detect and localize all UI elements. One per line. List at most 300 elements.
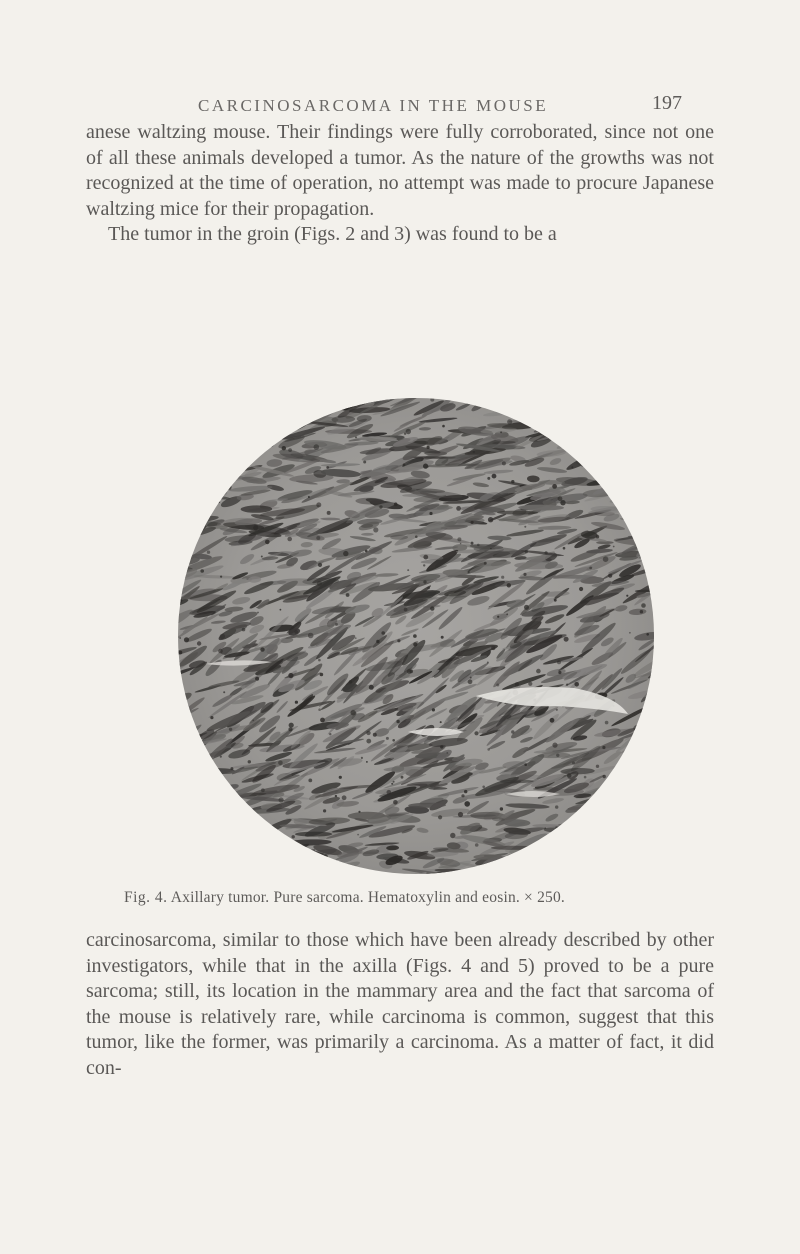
tissue-cell bbox=[620, 396, 644, 405]
tissue-cell bbox=[588, 800, 610, 815]
tissue-cell bbox=[195, 835, 236, 849]
cell-nucleus bbox=[624, 774, 627, 777]
cell-nucleus bbox=[308, 633, 314, 639]
cell-nucleus bbox=[415, 535, 418, 538]
cell-nucleus bbox=[500, 807, 503, 810]
cell-nucleus bbox=[501, 576, 504, 579]
cell-nucleus bbox=[287, 537, 292, 542]
tissue-cell bbox=[615, 470, 638, 482]
tissue-cell bbox=[176, 414, 220, 419]
cell-nucleus bbox=[379, 505, 382, 508]
tissue-cell bbox=[176, 460, 195, 473]
tissue-cell bbox=[176, 706, 193, 723]
tissue-cell bbox=[603, 415, 638, 438]
cell-nucleus bbox=[314, 444, 320, 450]
tissue-cell bbox=[605, 819, 621, 829]
cell-nucleus bbox=[318, 563, 322, 567]
tissue-cell bbox=[176, 787, 199, 790]
tissue-cell bbox=[223, 857, 248, 874]
cell-nucleus bbox=[572, 762, 575, 765]
tissue-cell bbox=[624, 771, 651, 784]
cell-nucleus bbox=[308, 779, 312, 783]
cell-nucleus bbox=[363, 461, 366, 464]
paragraph: The tumor in the groin (Figs. 2 and 3) was found to be a bbox=[108, 223, 557, 246]
tissue-cell bbox=[186, 786, 227, 807]
tissue-cell bbox=[591, 413, 638, 423]
figure-caption bbox=[124, 889, 684, 907]
cell-nucleus bbox=[223, 691, 225, 693]
tissue-cell bbox=[598, 468, 630, 485]
tissue-cell bbox=[635, 517, 656, 523]
cell-nucleus bbox=[524, 763, 527, 766]
cell-nucleus bbox=[248, 760, 251, 763]
tissue-cell bbox=[195, 437, 218, 444]
tissue-cell bbox=[208, 785, 223, 790]
tissue-cell bbox=[627, 848, 649, 856]
tissue-cell bbox=[250, 408, 264, 419]
tissue-cell bbox=[632, 469, 651, 473]
cell-nucleus bbox=[511, 730, 514, 733]
cell-nucleus bbox=[603, 556, 609, 562]
tissue-cell bbox=[629, 853, 656, 859]
cell-nucleus bbox=[289, 723, 294, 728]
tissue-cell bbox=[633, 396, 656, 411]
cell-nucleus bbox=[578, 832, 581, 835]
cell-nucleus bbox=[326, 466, 329, 469]
tissue-cell bbox=[599, 798, 636, 808]
cell-nucleus bbox=[179, 637, 181, 639]
cell-nucleus bbox=[404, 433, 406, 435]
tissue-cell bbox=[626, 773, 644, 782]
cell-nucleus bbox=[427, 587, 430, 590]
tissue-cell bbox=[220, 419, 234, 427]
tissue-cell bbox=[554, 865, 594, 876]
cell-nucleus bbox=[406, 429, 411, 434]
cell-nucleus bbox=[260, 647, 264, 651]
figure-caption-text: Axillary tumor. Pure sarcoma. Hematoxylin and eosin. × 250. bbox=[170, 889, 565, 906]
cell-nucleus bbox=[346, 593, 350, 597]
tissue-cell bbox=[176, 810, 201, 826]
cell-nucleus bbox=[550, 718, 555, 723]
paragraph: anese waltzing mouse. Their findings were fully corroborated, since not one of all these animals developed a tumor. As the nature of the growths was not recognized at the time of operation, no attempt was made to procure Japanese waltzing mice for their propagation. bbox=[86, 121, 714, 220]
cell-nucleus bbox=[626, 595, 628, 597]
cell-nucleus bbox=[179, 499, 183, 503]
cell-nucleus bbox=[423, 580, 426, 583]
cell-nucleus bbox=[318, 708, 321, 711]
cell-nucleus bbox=[601, 482, 603, 484]
tissue-cell bbox=[533, 414, 573, 435]
tissue-cell bbox=[186, 448, 214, 458]
cell-nucleus bbox=[458, 812, 463, 817]
tissue-cell bbox=[176, 473, 217, 492]
tissue-cell bbox=[178, 517, 191, 524]
cell-nucleus bbox=[391, 783, 393, 785]
tissue-cell bbox=[608, 441, 652, 452]
cell-nucleus bbox=[484, 562, 487, 565]
cell-nucleus bbox=[342, 795, 347, 800]
cell-nucleus bbox=[470, 677, 472, 679]
cell-nucleus bbox=[490, 548, 492, 550]
cell-nucleus bbox=[220, 634, 225, 639]
cell-nucleus bbox=[305, 860, 307, 862]
cell-nucleus bbox=[497, 616, 499, 618]
cell-nucleus bbox=[366, 761, 368, 763]
cell-nucleus bbox=[432, 708, 435, 711]
cell-nucleus bbox=[554, 599, 557, 602]
tissue-cell bbox=[563, 407, 605, 431]
tissue-cell bbox=[633, 472, 648, 479]
cell-nucleus bbox=[582, 420, 584, 422]
cell-nucleus bbox=[404, 608, 408, 612]
tissue-cell bbox=[195, 852, 239, 873]
cell-nucleus bbox=[393, 781, 395, 783]
cell-nucleus bbox=[615, 771, 617, 773]
cell-nucleus bbox=[253, 525, 258, 530]
tissue-cell bbox=[187, 858, 206, 868]
tissue-cell bbox=[196, 780, 228, 796]
cell-nucleus bbox=[227, 485, 232, 490]
cell-nucleus bbox=[635, 747, 638, 750]
cell-nucleus bbox=[261, 788, 265, 792]
tissue-cell bbox=[620, 761, 633, 769]
cell-nucleus bbox=[557, 660, 561, 664]
cell-nucleus bbox=[500, 431, 502, 433]
tissue-cell bbox=[266, 401, 302, 418]
cell-nucleus bbox=[645, 740, 649, 744]
tissue-cell bbox=[183, 477, 199, 487]
tissue-cell bbox=[602, 795, 629, 811]
tissue-cell bbox=[606, 404, 626, 416]
tissue-cell bbox=[609, 823, 638, 832]
page-number: 197 bbox=[652, 92, 682, 114]
cell-nucleus bbox=[179, 651, 183, 655]
cell-nucleus bbox=[507, 419, 512, 424]
tissue-cell bbox=[176, 507, 205, 525]
tissue-cell bbox=[185, 499, 198, 507]
tissue-cell bbox=[229, 396, 264, 408]
tissue-cell bbox=[589, 402, 617, 419]
tissue-cell bbox=[609, 487, 656, 505]
tissue-cell bbox=[176, 819, 187, 826]
cell-nucleus bbox=[603, 775, 606, 778]
cell-nucleus bbox=[556, 709, 558, 711]
cell-nucleus bbox=[491, 646, 495, 650]
cell-nucleus bbox=[335, 795, 337, 797]
tissue-cell bbox=[577, 858, 591, 866]
tissue-cell bbox=[238, 432, 271, 445]
cell-nucleus bbox=[468, 679, 473, 684]
cell-nucleus bbox=[571, 466, 573, 468]
cell-nucleus bbox=[623, 399, 628, 404]
cell-nucleus bbox=[176, 751, 178, 753]
tissue-cell bbox=[621, 776, 656, 796]
cell-nucleus bbox=[575, 833, 577, 835]
tissue-cell bbox=[254, 427, 282, 441]
tissue-cell bbox=[530, 848, 546, 855]
tissue-cell bbox=[197, 458, 216, 464]
tissue-cell bbox=[194, 824, 239, 834]
cell-nucleus bbox=[477, 544, 480, 547]
tissue-cell bbox=[176, 813, 207, 830]
tissue-cell bbox=[524, 867, 563, 876]
tissue-cell bbox=[348, 396, 366, 402]
tissue-cell bbox=[235, 414, 276, 430]
running-head: CARCINOSARCOMA IN THE MOUSE bbox=[198, 96, 549, 115]
cell-nucleus bbox=[258, 438, 263, 443]
tissue-cell bbox=[638, 729, 656, 742]
tissue-cell bbox=[176, 723, 203, 747]
cell-nucleus bbox=[492, 474, 497, 479]
cell-nucleus bbox=[204, 500, 208, 504]
tissue-cell bbox=[304, 861, 339, 865]
tissue-cell bbox=[213, 836, 245, 846]
cell-nucleus bbox=[252, 720, 254, 722]
cell-nucleus bbox=[632, 756, 634, 758]
cell-nucleus bbox=[257, 612, 259, 614]
cell-nucleus bbox=[473, 451, 475, 453]
cell-nucleus bbox=[482, 786, 485, 789]
tissue-cell bbox=[248, 841, 291, 854]
cell-nucleus bbox=[640, 610, 643, 613]
cell-nucleus bbox=[515, 411, 519, 415]
tissue-cell bbox=[610, 777, 632, 788]
tissue-cell bbox=[527, 401, 557, 414]
cell-nucleus bbox=[413, 642, 417, 646]
cell-nucleus bbox=[373, 527, 378, 532]
tissue-cell bbox=[591, 443, 617, 451]
cell-nucleus bbox=[646, 633, 649, 636]
tissue-cell bbox=[176, 758, 193, 763]
tissue-cell bbox=[176, 396, 203, 413]
cell-nucleus bbox=[403, 463, 406, 466]
cell-nucleus bbox=[184, 637, 189, 642]
tissue-cell bbox=[618, 497, 634, 504]
tissue-cell bbox=[558, 842, 584, 858]
tissue-cell bbox=[537, 412, 560, 420]
cell-nucleus bbox=[456, 506, 461, 511]
tissue-cell bbox=[266, 433, 281, 443]
tissue-cell bbox=[482, 396, 508, 404]
cell-nucleus bbox=[351, 710, 356, 715]
tissue-cell bbox=[616, 439, 656, 454]
cell-nucleus bbox=[651, 559, 653, 561]
cell-nucleus bbox=[423, 464, 428, 469]
cell-nucleus bbox=[502, 461, 506, 465]
tissue-cell bbox=[232, 396, 280, 403]
tissue-cell bbox=[225, 396, 246, 402]
tissue-cell bbox=[176, 518, 204, 522]
tissue-cell bbox=[537, 838, 580, 846]
cell-nucleus bbox=[629, 632, 631, 634]
cell-nucleus bbox=[397, 639, 400, 642]
tissue-cell bbox=[233, 833, 275, 847]
tissue-cell bbox=[197, 413, 236, 417]
cell-nucleus bbox=[562, 828, 565, 831]
micrograph-figure bbox=[176, 396, 656, 876]
tissue-cell bbox=[176, 805, 190, 814]
cell-nucleus bbox=[625, 817, 630, 822]
tissue-cell bbox=[612, 777, 653, 787]
tissue-cell bbox=[559, 424, 588, 433]
cell-nucleus bbox=[396, 720, 399, 723]
cell-nucleus bbox=[507, 583, 511, 587]
tissue-cell bbox=[247, 865, 268, 873]
cell-nucleus bbox=[280, 609, 282, 611]
cell-nucleus bbox=[329, 733, 331, 735]
cell-nucleus bbox=[381, 631, 385, 635]
tissue-cell bbox=[176, 523, 190, 535]
cell-nucleus bbox=[605, 721, 609, 725]
cell-nucleus bbox=[460, 543, 462, 545]
cell-nucleus bbox=[343, 551, 348, 556]
cell-nucleus bbox=[261, 556, 263, 558]
tissue-cell bbox=[188, 861, 230, 873]
tissue-cell bbox=[638, 547, 656, 560]
body-text-bottom bbox=[86, 928, 714, 1082]
cell-nucleus bbox=[413, 634, 417, 638]
cell-nucleus bbox=[496, 684, 499, 687]
tissue-cell bbox=[208, 777, 226, 790]
cell-nucleus bbox=[555, 805, 558, 808]
tissue-cell bbox=[210, 410, 231, 421]
tissue-cell bbox=[292, 847, 317, 863]
tissue-cell bbox=[176, 803, 186, 809]
tissue-cell bbox=[245, 396, 279, 411]
tissue-cell bbox=[200, 852, 224, 864]
tissue-cell bbox=[176, 467, 206, 474]
tissue-cell bbox=[591, 423, 638, 431]
tissue-cell bbox=[193, 417, 223, 430]
tissue-cell bbox=[180, 461, 204, 470]
tissue-cell bbox=[632, 462, 647, 471]
cell-nucleus bbox=[264, 442, 266, 444]
cell-nucleus bbox=[358, 811, 360, 813]
tissue-cell bbox=[266, 411, 303, 423]
cell-nucleus bbox=[186, 705, 188, 707]
tissue-cell bbox=[205, 854, 238, 863]
cell-nucleus bbox=[252, 856, 257, 861]
tissue-cell bbox=[178, 541, 193, 548]
tissue-cell bbox=[311, 871, 324, 876]
cell-nucleus bbox=[474, 731, 478, 735]
cell-nucleus bbox=[220, 576, 222, 578]
cell-nucleus bbox=[639, 748, 643, 752]
cell-nucleus bbox=[558, 496, 563, 501]
cell-nucleus bbox=[634, 853, 636, 855]
tissue-cell bbox=[588, 837, 614, 845]
tissue-cell bbox=[607, 840, 620, 848]
cell-nucleus bbox=[427, 446, 430, 449]
cell-nucleus bbox=[440, 721, 442, 723]
cell-nucleus bbox=[423, 555, 428, 560]
cell-nucleus bbox=[320, 673, 324, 677]
cell-nucleus bbox=[387, 790, 392, 795]
tissue-cell bbox=[549, 396, 585, 412]
tissue-cell bbox=[642, 831, 656, 838]
tissue-cell bbox=[189, 459, 208, 465]
tissue-cell bbox=[229, 864, 259, 876]
tissue-cell bbox=[206, 446, 243, 459]
tissue-cell bbox=[624, 428, 656, 447]
cell-nucleus bbox=[255, 677, 259, 681]
cell-nucleus bbox=[461, 794, 464, 797]
tissue-cell bbox=[250, 863, 289, 874]
cell-nucleus bbox=[528, 682, 532, 686]
cell-nucleus bbox=[355, 637, 357, 639]
cell-nucleus bbox=[288, 727, 292, 731]
cell-nucleus bbox=[177, 598, 182, 603]
cell-nucleus bbox=[320, 718, 325, 723]
cell-nucleus bbox=[508, 865, 511, 868]
cell-nucleus bbox=[555, 826, 558, 829]
tissue-cell bbox=[612, 396, 636, 404]
tissue-cell bbox=[241, 412, 286, 424]
cell-nucleus bbox=[393, 800, 398, 805]
tissue-cell bbox=[194, 447, 223, 460]
cell-nucleus bbox=[288, 448, 292, 452]
cell-nucleus bbox=[464, 801, 470, 807]
cell-nucleus bbox=[242, 628, 246, 632]
tissue-cell bbox=[615, 401, 630, 410]
tissue-cell bbox=[538, 480, 565, 485]
tissue-cell bbox=[636, 835, 653, 843]
cell-nucleus bbox=[373, 733, 377, 737]
tissue-cell bbox=[230, 837, 257, 853]
cell-nucleus bbox=[446, 752, 448, 754]
tissue-cell bbox=[213, 429, 226, 434]
tissue-cell bbox=[633, 737, 650, 751]
tissue-cell bbox=[544, 401, 568, 415]
tissue-cell bbox=[598, 841, 643, 856]
tissue-cell bbox=[613, 474, 645, 494]
tissue-cell bbox=[633, 396, 656, 401]
tissue-cell bbox=[217, 860, 237, 864]
cell-nucleus bbox=[564, 637, 569, 642]
tissue-cell bbox=[176, 472, 189, 477]
cell-nucleus bbox=[552, 484, 557, 489]
cell-nucleus bbox=[608, 574, 612, 578]
tissue-cell bbox=[231, 399, 262, 421]
cell-nucleus bbox=[471, 542, 474, 545]
tissue-cell bbox=[185, 782, 201, 795]
cell-nucleus bbox=[308, 496, 310, 498]
cell-nucleus bbox=[635, 810, 640, 815]
tissue-cell bbox=[599, 462, 626, 467]
cell-nucleus bbox=[596, 535, 599, 538]
tissue-cell bbox=[196, 808, 231, 816]
cell-nucleus bbox=[559, 845, 561, 847]
cell-nucleus bbox=[638, 467, 643, 472]
tissue-cell bbox=[618, 423, 653, 436]
cell-nucleus bbox=[487, 748, 490, 751]
cell-nucleus bbox=[567, 773, 572, 778]
tissue-cell bbox=[606, 401, 631, 418]
tissue-cell bbox=[250, 839, 287, 849]
cell-nucleus bbox=[545, 551, 548, 554]
cell-nucleus bbox=[613, 546, 615, 548]
cell-nucleus bbox=[464, 790, 467, 793]
cell-nucleus bbox=[559, 410, 562, 413]
cell-nucleus bbox=[365, 550, 368, 553]
tissue-cell bbox=[186, 832, 231, 843]
tissue-cell bbox=[631, 431, 649, 444]
tissue-cell bbox=[176, 529, 201, 536]
tissue-cell bbox=[176, 824, 196, 829]
cell-nucleus bbox=[471, 521, 474, 524]
cell-nucleus bbox=[317, 581, 322, 586]
tissue-cell bbox=[600, 803, 633, 811]
cell-nucleus bbox=[635, 793, 637, 795]
